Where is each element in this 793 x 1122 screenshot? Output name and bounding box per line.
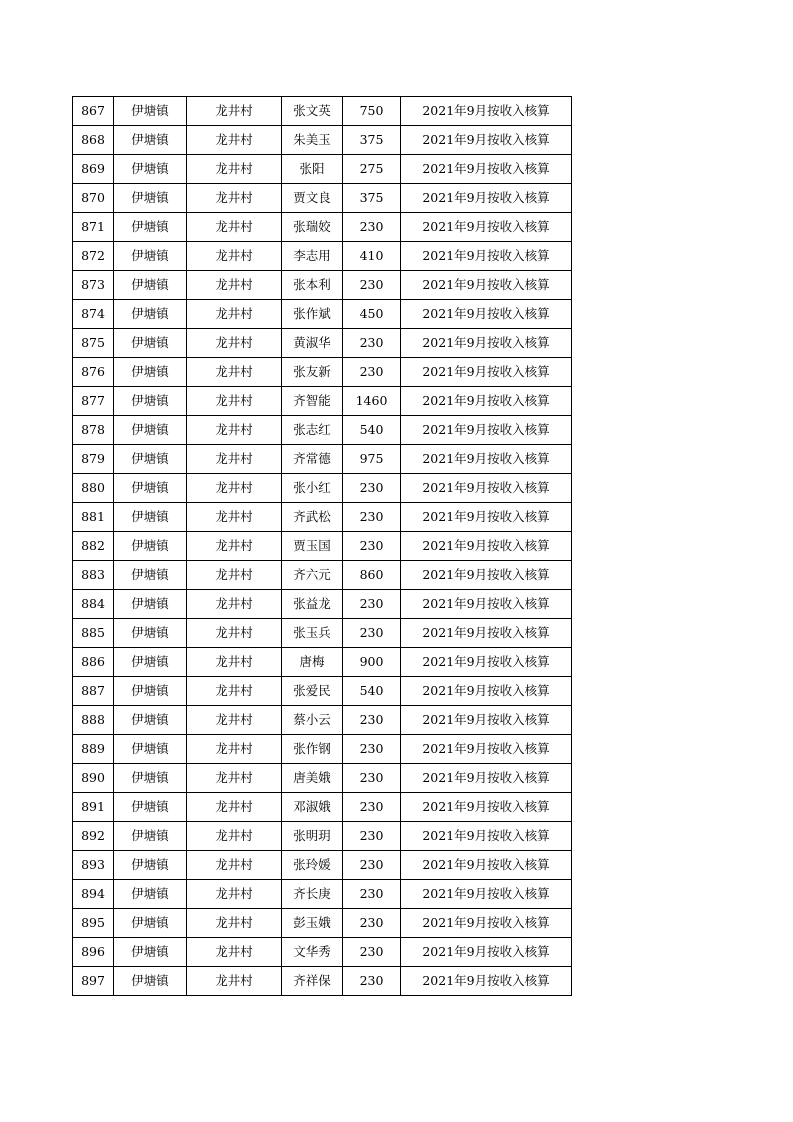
- name-cell: 彭玉娥: [282, 909, 343, 938]
- amount-cell: 230: [343, 503, 401, 532]
- row-number-cell: 877: [73, 387, 114, 416]
- amount-cell: 1460: [343, 387, 401, 416]
- note-cell: 2021年9月按收入核算: [401, 851, 572, 880]
- amount-cell: 230: [343, 329, 401, 358]
- row-number-cell: 892: [73, 822, 114, 851]
- village-cell: 龙井村: [187, 822, 282, 851]
- row-number-cell: 868: [73, 126, 114, 155]
- village-cell: 龙井村: [187, 735, 282, 764]
- amount-cell: 230: [343, 764, 401, 793]
- name-cell: 张志红: [282, 416, 343, 445]
- table-row: [73, 532, 572, 561]
- note-cell: 2021年9月按收入核算: [401, 532, 572, 561]
- amount-cell: 230: [343, 822, 401, 851]
- town-cell: 伊塘镇: [114, 329, 187, 358]
- note-cell: 2021年9月按收入核算: [401, 938, 572, 967]
- town-cell: 伊塘镇: [114, 619, 187, 648]
- row-number-cell: 874: [73, 300, 114, 329]
- town-cell: 伊塘镇: [114, 880, 187, 909]
- table-row: [73, 967, 572, 996]
- note-cell: 2021年9月按收入核算: [401, 648, 572, 677]
- note-cell: 2021年9月按收入核算: [401, 300, 572, 329]
- village-cell: 龙井村: [187, 590, 282, 619]
- village-cell: 龙井村: [187, 619, 282, 648]
- amount-cell: 230: [343, 735, 401, 764]
- village-cell: 龙井村: [187, 793, 282, 822]
- table-row: [73, 793, 572, 822]
- row-number-cell: 891: [73, 793, 114, 822]
- name-cell: 齐六元: [282, 561, 343, 590]
- amount-cell: 230: [343, 619, 401, 648]
- note-cell: 2021年9月按收入核算: [401, 793, 572, 822]
- table-row: [73, 822, 572, 851]
- town-cell: 伊塘镇: [114, 822, 187, 851]
- table-row: [73, 358, 572, 387]
- amount-cell: 230: [343, 213, 401, 242]
- village-cell: 龙井村: [187, 909, 282, 938]
- name-cell: 齐长庚: [282, 880, 343, 909]
- village-cell: 龙井村: [187, 271, 282, 300]
- name-cell: 张益龙: [282, 590, 343, 619]
- note-cell: 2021年9月按收入核算: [401, 271, 572, 300]
- town-cell: 伊塘镇: [114, 155, 187, 184]
- name-cell: 张爱民: [282, 677, 343, 706]
- village-cell: 龙井村: [187, 851, 282, 880]
- town-cell: 伊塘镇: [114, 445, 187, 474]
- table-row: [73, 706, 572, 735]
- row-number-cell: 880: [73, 474, 114, 503]
- note-cell: 2021年9月按收入核算: [401, 706, 572, 735]
- table-row: [73, 880, 572, 909]
- note-cell: 2021年9月按收入核算: [401, 735, 572, 764]
- table-row: [73, 300, 572, 329]
- table-row: [73, 155, 572, 184]
- row-number-cell: 890: [73, 764, 114, 793]
- table-row: [73, 648, 572, 677]
- note-cell: 2021年9月按收入核算: [401, 967, 572, 996]
- row-number-cell: 887: [73, 677, 114, 706]
- village-cell: 龙井村: [187, 416, 282, 445]
- town-cell: 伊塘镇: [114, 561, 187, 590]
- amount-cell: 750: [343, 97, 401, 126]
- amount-cell: 230: [343, 967, 401, 996]
- row-number-cell: 881: [73, 503, 114, 532]
- row-number-cell: 895: [73, 909, 114, 938]
- table-row: [73, 387, 572, 416]
- village-cell: 龙井村: [187, 880, 282, 909]
- amount-cell: 375: [343, 184, 401, 213]
- note-cell: 2021年9月按收入核算: [401, 619, 572, 648]
- village-cell: 龙井村: [187, 677, 282, 706]
- name-cell: 文华秀: [282, 938, 343, 967]
- row-number-cell: 870: [73, 184, 114, 213]
- row-number-cell: 886: [73, 648, 114, 677]
- town-cell: 伊塘镇: [114, 271, 187, 300]
- note-cell: 2021年9月按收入核算: [401, 880, 572, 909]
- note-cell: 2021年9月按收入核算: [401, 822, 572, 851]
- name-cell: 齐常德: [282, 445, 343, 474]
- amount-cell: 540: [343, 416, 401, 445]
- town-cell: 伊塘镇: [114, 590, 187, 619]
- row-number-cell: 871: [73, 213, 114, 242]
- village-cell: 龙井村: [187, 213, 282, 242]
- note-cell: 2021年9月按收入核算: [401, 242, 572, 271]
- village-cell: 龙井村: [187, 967, 282, 996]
- town-cell: 伊塘镇: [114, 764, 187, 793]
- table-row: [73, 851, 572, 880]
- note-cell: 2021年9月按收入核算: [401, 445, 572, 474]
- village-cell: 龙井村: [187, 532, 282, 561]
- table-row: [73, 329, 572, 358]
- amount-cell: 230: [343, 938, 401, 967]
- amount-cell: 230: [343, 880, 401, 909]
- village-cell: 龙井村: [187, 474, 282, 503]
- town-cell: 伊塘镇: [114, 242, 187, 271]
- village-cell: 龙井村: [187, 503, 282, 532]
- town-cell: 伊塘镇: [114, 358, 187, 387]
- village-cell: 龙井村: [187, 242, 282, 271]
- village-cell: 龙井村: [187, 300, 282, 329]
- name-cell: 邓淑娥: [282, 793, 343, 822]
- amount-cell: 975: [343, 445, 401, 474]
- amount-cell: 450: [343, 300, 401, 329]
- row-number-cell: 897: [73, 967, 114, 996]
- table-row: [73, 590, 572, 619]
- town-cell: 伊塘镇: [114, 503, 187, 532]
- data-table: [72, 96, 572, 996]
- amount-cell: 230: [343, 793, 401, 822]
- name-cell: 张作钢: [282, 735, 343, 764]
- name-cell: 齐祥保: [282, 967, 343, 996]
- village-cell: 龙井村: [187, 706, 282, 735]
- note-cell: 2021年9月按收入核算: [401, 329, 572, 358]
- village-cell: 龙井村: [187, 764, 282, 793]
- name-cell: 张阳: [282, 155, 343, 184]
- amount-cell: 860: [343, 561, 401, 590]
- note-cell: 2021年9月按收入核算: [401, 358, 572, 387]
- name-cell: 张友新: [282, 358, 343, 387]
- town-cell: 伊塘镇: [114, 706, 187, 735]
- town-cell: 伊塘镇: [114, 677, 187, 706]
- town-cell: 伊塘镇: [114, 387, 187, 416]
- amount-cell: 375: [343, 126, 401, 155]
- name-cell: 贾文良: [282, 184, 343, 213]
- table-row: [73, 416, 572, 445]
- note-cell: 2021年9月按收入核算: [401, 503, 572, 532]
- name-cell: 张明玥: [282, 822, 343, 851]
- table-row: [73, 445, 572, 474]
- village-cell: 龙井村: [187, 561, 282, 590]
- table-row: [73, 938, 572, 967]
- table-row: [73, 503, 572, 532]
- town-cell: 伊塘镇: [114, 126, 187, 155]
- table-row: [73, 764, 572, 793]
- row-number-cell: 894: [73, 880, 114, 909]
- name-cell: 张瑞姣: [282, 213, 343, 242]
- village-cell: 龙井村: [187, 97, 282, 126]
- row-number-cell: 875: [73, 329, 114, 358]
- row-number-cell: 878: [73, 416, 114, 445]
- town-cell: 伊塘镇: [114, 735, 187, 764]
- name-cell: 张玉兵: [282, 619, 343, 648]
- village-cell: 龙井村: [187, 126, 282, 155]
- name-cell: 齐武松: [282, 503, 343, 532]
- name-cell: 张作斌: [282, 300, 343, 329]
- table-row: [73, 677, 572, 706]
- amount-cell: 230: [343, 851, 401, 880]
- town-cell: 伊塘镇: [114, 97, 187, 126]
- row-number-cell: 885: [73, 619, 114, 648]
- town-cell: 伊塘镇: [114, 184, 187, 213]
- note-cell: 2021年9月按收入核算: [401, 764, 572, 793]
- note-cell: 2021年9月按收入核算: [401, 213, 572, 242]
- note-cell: 2021年9月按收入核算: [401, 387, 572, 416]
- name-cell: 黄淑华: [282, 329, 343, 358]
- row-number-cell: 872: [73, 242, 114, 271]
- table-row: [73, 909, 572, 938]
- table-row: [73, 97, 572, 126]
- table-row: [73, 126, 572, 155]
- town-cell: 伊塘镇: [114, 938, 187, 967]
- note-cell: 2021年9月按收入核算: [401, 474, 572, 503]
- amount-cell: 230: [343, 532, 401, 561]
- town-cell: 伊塘镇: [114, 967, 187, 996]
- town-cell: 伊塘镇: [114, 648, 187, 677]
- village-cell: 龙井村: [187, 329, 282, 358]
- town-cell: 伊塘镇: [114, 416, 187, 445]
- note-cell: 2021年9月按收入核算: [401, 97, 572, 126]
- town-cell: 伊塘镇: [114, 300, 187, 329]
- amount-cell: 900: [343, 648, 401, 677]
- name-cell: 唐梅: [282, 648, 343, 677]
- note-cell: 2021年9月按收入核算: [401, 561, 572, 590]
- name-cell: 唐美娥: [282, 764, 343, 793]
- row-number-cell: 867: [73, 97, 114, 126]
- name-cell: 李志用: [282, 242, 343, 271]
- amount-cell: 230: [343, 271, 401, 300]
- note-cell: 2021年9月按收入核算: [401, 590, 572, 619]
- row-number-cell: 896: [73, 938, 114, 967]
- row-number-cell: 882: [73, 532, 114, 561]
- row-number-cell: 889: [73, 735, 114, 764]
- row-number-cell: 869: [73, 155, 114, 184]
- amount-cell: 230: [343, 358, 401, 387]
- town-cell: 伊塘镇: [114, 793, 187, 822]
- amount-cell: 540: [343, 677, 401, 706]
- table-row: [73, 735, 572, 764]
- town-cell: 伊塘镇: [114, 532, 187, 561]
- table-body: [73, 97, 572, 996]
- table-row: [73, 242, 572, 271]
- note-cell: 2021年9月按收入核算: [401, 909, 572, 938]
- village-cell: 龙井村: [187, 938, 282, 967]
- row-number-cell: 879: [73, 445, 114, 474]
- row-number-cell: 893: [73, 851, 114, 880]
- row-number-cell: 873: [73, 271, 114, 300]
- town-cell: 伊塘镇: [114, 909, 187, 938]
- village-cell: 龙井村: [187, 184, 282, 213]
- village-cell: 龙井村: [187, 387, 282, 416]
- note-cell: 2021年9月按收入核算: [401, 184, 572, 213]
- amount-cell: 230: [343, 590, 401, 619]
- note-cell: 2021年9月按收入核算: [401, 155, 572, 184]
- amount-cell: 230: [343, 909, 401, 938]
- row-number-cell: 876: [73, 358, 114, 387]
- note-cell: 2021年9月按收入核算: [401, 416, 572, 445]
- town-cell: 伊塘镇: [114, 474, 187, 503]
- village-cell: 龙井村: [187, 445, 282, 474]
- village-cell: 龙井村: [187, 155, 282, 184]
- table-row: [73, 474, 572, 503]
- table-row: [73, 184, 572, 213]
- row-number-cell: 884: [73, 590, 114, 619]
- amount-cell: 410: [343, 242, 401, 271]
- name-cell: 贾玉国: [282, 532, 343, 561]
- name-cell: 张小红: [282, 474, 343, 503]
- village-cell: 龙井村: [187, 358, 282, 387]
- table-row: [73, 213, 572, 242]
- village-cell: 龙井村: [187, 648, 282, 677]
- amount-cell: 230: [343, 474, 401, 503]
- table-row: [73, 561, 572, 590]
- table-row: [73, 619, 572, 648]
- name-cell: 蔡小云: [282, 706, 343, 735]
- name-cell: 张本利: [282, 271, 343, 300]
- name-cell: 张玲媛: [282, 851, 343, 880]
- row-number-cell: 883: [73, 561, 114, 590]
- note-cell: 2021年9月按收入核算: [401, 677, 572, 706]
- town-cell: 伊塘镇: [114, 851, 187, 880]
- note-cell: 2021年9月按收入核算: [401, 126, 572, 155]
- name-cell: 齐智能: [282, 387, 343, 416]
- row-number-cell: 888: [73, 706, 114, 735]
- amount-cell: 230: [343, 706, 401, 735]
- table-row: [73, 271, 572, 300]
- amount-cell: 275: [343, 155, 401, 184]
- town-cell: 伊塘镇: [114, 213, 187, 242]
- name-cell: 张文英: [282, 97, 343, 126]
- name-cell: 朱美玉: [282, 126, 343, 155]
